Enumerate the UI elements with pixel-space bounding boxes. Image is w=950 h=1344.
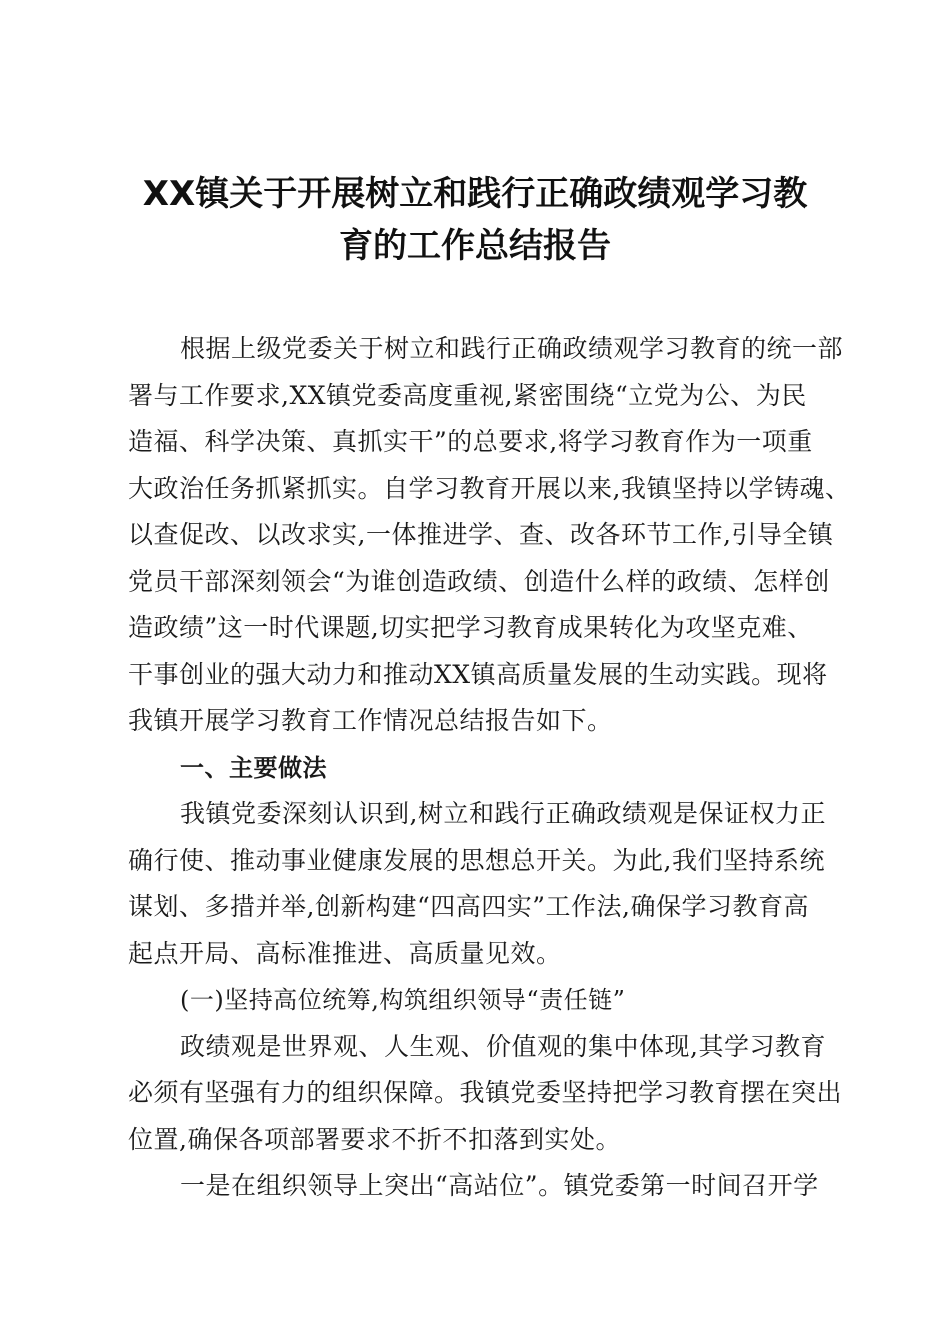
paragraph-line: 根据上级党委关于树立和践行正确政绩观学习教育的统一部	[180, 334, 844, 363]
paragraph-line: 起点开局、高标准推进、高质量见效。	[128, 938, 562, 968]
paragraph-line: 必须有坚强有力的组织保障。我镇党委坚持把学习教育摆在突出	[128, 1078, 843, 1107]
paragraph-line: 党员干部深刻领会“为谁创造政绩、创造什么样的政绩、怎样创	[128, 566, 830, 596]
section-heading: 一、主要做法	[180, 753, 327, 782]
paragraph-line: 大政治任务抓紧抓实。自学习教育开展以来,我镇坚持以学铸魂、	[128, 473, 851, 503]
paragraph-line: 我镇党委深刻认识到,树立和践行正确政绩观是保证权力正	[180, 799, 826, 828]
paragraph-line: 我镇开展学习教育工作情况总结报告如下。	[128, 706, 613, 735]
paragraph-line: 干事创业的强大动力和推动XX镇高质量发展的生动实践。现将	[128, 659, 828, 689]
paragraph-line: 确行使、推动事业健康发展的思想总开关。为此,我们坚持系统	[128, 845, 825, 875]
title-line-2: 育的工作总结报告	[339, 226, 611, 266]
paragraph-line: 政绩观是世界观、人生观、价值观的集中体现,其学习教育	[180, 1031, 826, 1061]
paragraph-line: 位置,确保各项部署要求不折不扣落到实处。	[128, 1124, 621, 1154]
paragraph-line: 以查促改、以改求实,一体推进学、查、改各环节工作,引导全镇	[128, 520, 834, 549]
document-title	[100, 168, 850, 272]
title-line-1: XX镇关于开展树立和践行正确政绩观学习教	[142, 174, 808, 214]
paragraph-line: 造福、科学决策、真抓实干”的总要求,将学习教育作为一项重	[128, 427, 813, 456]
paragraph-line: 造政绩”这一时代课题,切实把学习教育成果转化为攻坚克难、	[128, 613, 813, 642]
paragraph-line: 谋划、多措并举,创新构建“四高四实”工作法,确保学习教育高	[128, 892, 809, 921]
subsection-heading: (一)坚持高位统筹,构筑组织领导“责任链”	[180, 986, 626, 1014]
paragraph-line: 署与工作要求,XX镇党委高度重视,紧密围绕“立党为公、为民	[128, 380, 807, 410]
document-body	[128, 326, 851, 1210]
paragraph-line: 一是在组织领导上突出“高站位”。镇党委第一时间召开学	[180, 1171, 819, 1200]
